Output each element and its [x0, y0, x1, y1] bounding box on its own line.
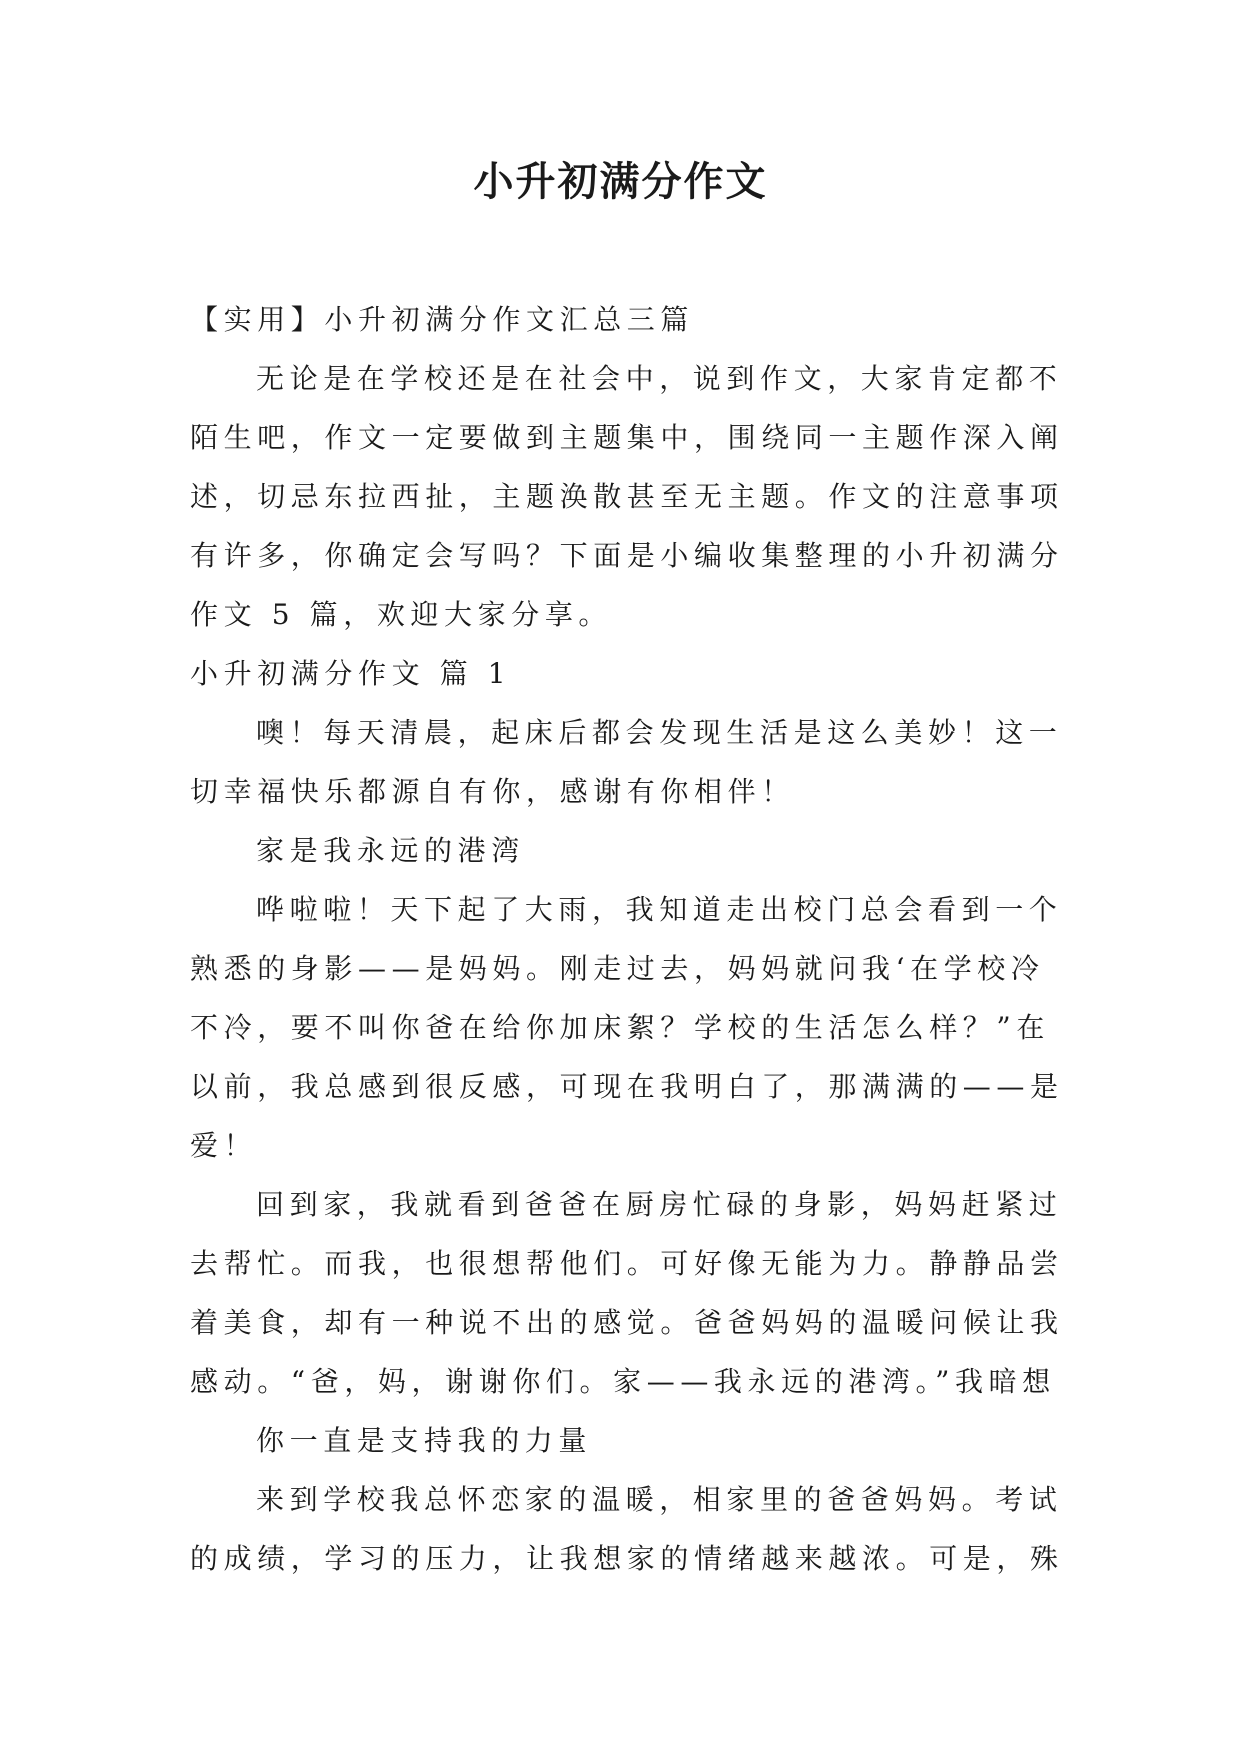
paragraph-line: 熟悉的身影——是妈妈。刚走过去，妈妈就问我‘在学校冷	[190, 952, 1045, 985]
page-title: 小升初满分作文	[473, 159, 768, 205]
paragraph-line: 来到学校我总怀恋家的温暖，相家里的爸爸妈妈。考试	[256, 1483, 1063, 1516]
paragraph-line: 着美食，却有一种说不出的感觉。爸爸妈妈的温暖问候让我	[190, 1306, 1064, 1339]
paragraph-line: 感动。“爸，妈，谢谢你们。家——我永远的港湾。”我暗想	[190, 1365, 1056, 1398]
paragraph-line: 哗啦啦！天下起了大雨，我知道走出校门总会看到一个	[256, 893, 1063, 926]
paragraph-line: 爱！	[190, 1129, 258, 1162]
paragraph-line: 以前，我总感到很反感，可现在我明白了，那满满的——是	[190, 1070, 1064, 1103]
paragraph-line: 去帮忙。而我，也很想帮他们。可好像无能为力。静静品尝	[190, 1247, 1064, 1280]
subheading-line: 家是我永远的港湾	[256, 834, 525, 867]
paragraph-line: 回到家，我就看到爸爸在厨房忙碌的身影，妈妈赶紧过	[256, 1188, 1063, 1221]
subtitle-line: 【实用】小升初满分作文汇总三篇	[190, 303, 695, 336]
paragraph-line: 的成绩，学习的压力，让我想家的情绪越来越浓。可是，殊	[190, 1542, 1064, 1575]
paragraph-line: 无论是在学校还是在社会中，说到作文，大家肯定都不	[256, 362, 1063, 395]
section-heading: 小升初满分作文 篇 1	[190, 657, 512, 690]
paragraph-line: 切幸福快乐都源自有你，感谢有你相伴！	[190, 775, 795, 808]
paragraph-line: 不冷，要不叫你爸在给你加床絮？学校的生活怎么样？”在	[190, 1011, 1050, 1044]
paragraph-line: 述，切忌东拉西扯，主题涣散甚至无主题。作文的注意事项	[190, 480, 1064, 513]
paragraph-line: 作文 5 篇，欢迎大家分享。	[190, 598, 613, 631]
paragraph-line: 陌生吧，作文一定要做到主题集中，围绕同一主题作深入阐	[190, 421, 1064, 454]
document-body	[190, 290, 1064, 1588]
subheading-line: 你一直是支持我的力量	[256, 1424, 593, 1457]
paragraph-line: 噢！每天清晨，起床后都会发现生活是这么美妙！这一	[256, 716, 1063, 749]
paragraph-line: 有许多，你确定会写吗？下面是小编收集整理的小升初满分	[190, 539, 1064, 572]
